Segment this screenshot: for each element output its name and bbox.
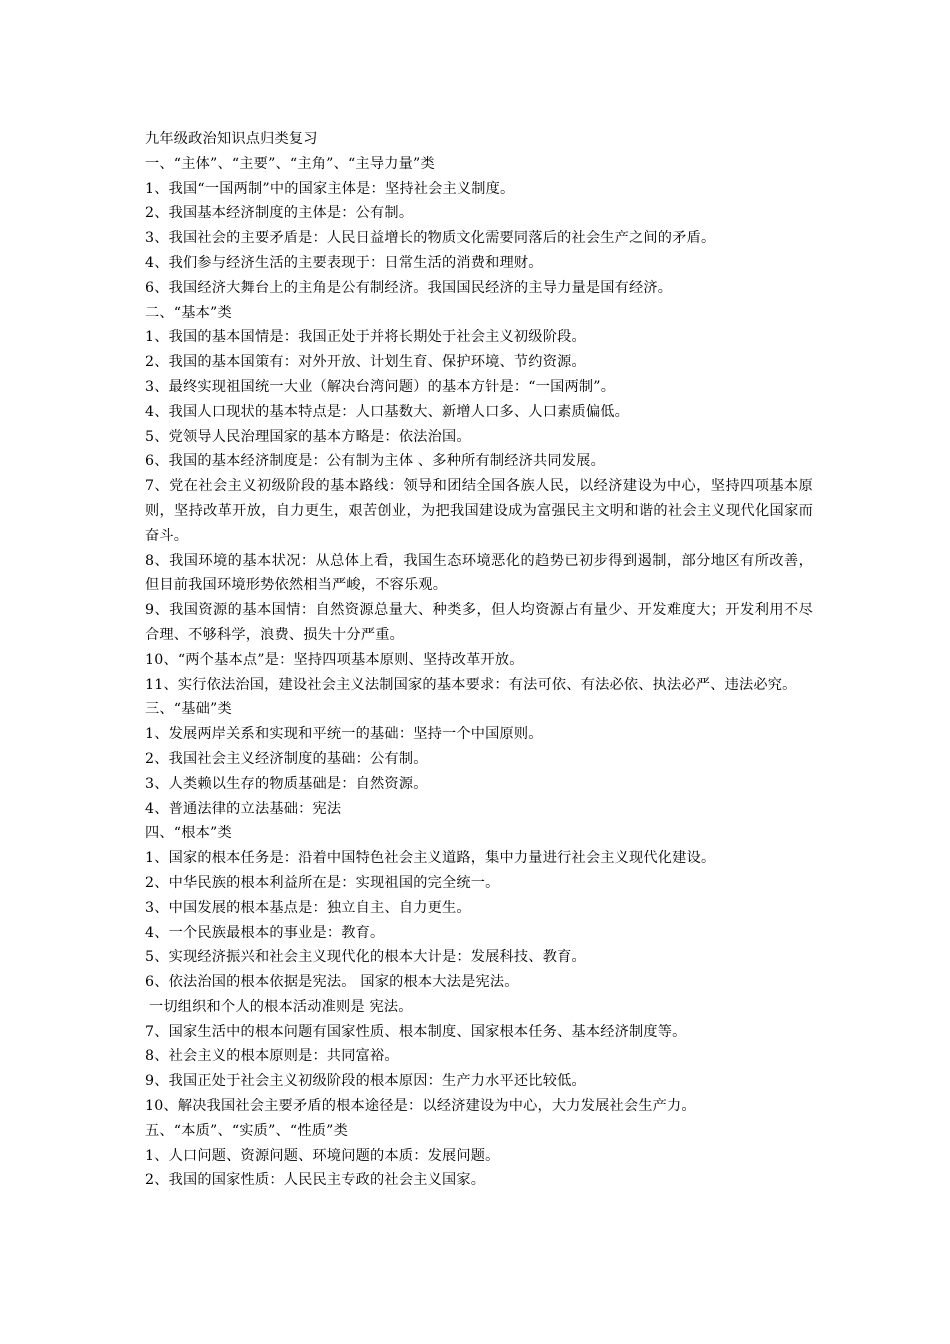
section-heading-2: 二、“基本”类 [145,304,232,321]
list-item: 3、我国社会的主要矛盾是：人民日益增长的物质文化需要同落后的社会生产之间的矛盾。 [145,230,716,247]
document-title: 九年级政治知识点归类复习 [145,131,318,147]
list-item: 10、解决我国社会主要矛盾的根本途径是：以经济建设为中心，大力发展社会生产力。 [145,1098,696,1115]
section-heading-1: 一、“主体”、“主要”、“主角”、“主导力量”类 [145,155,435,172]
section-heading-5: 五、“本质”、“实质”、“性质”类 [145,1122,348,1139]
list-item: 11、实行依法治国，建设社会主义法制国家的基本要求：有法可依、有法必依、执法必严、违法必究。 [145,676,797,693]
list-item: 2、我国的基本国策有：对外开放、计划生育、保护环境、节约资源。 [145,354,586,371]
section-heading-4: 四、“根本”类 [145,825,232,842]
list-item: 4、我国人口现状的基本特点是：人口基数大、新增人口多、人口素质偏低。 [145,403,630,420]
list-item: 8、我国环境的基本状况：从总体上看，我国生态环境恶化的趋势已初步得到遏制，部分地区有所改善，但目前我国环境形势依然相当严峻，不容乐观。 [145,552,813,594]
list-item: 1、国家的根本任务是：沿着中国特色社会主义道路，集中力量进行社会主义现代化建设。 [145,850,716,867]
list-item: 1、我国“一国两制”中的国家主体是：坚持社会主义制度。 [145,180,515,197]
list-item: 3、人类赖以生存的物质基础是：自然资源。 [145,775,428,792]
list-item: 10、“两个基本点”是：坚持四项基本原则、坚持改革开放。 [145,651,524,668]
list-item: 4、我们参与经济生活的主要表现于：日常生活的消费和理财。 [145,254,543,271]
list-item: 3、中国发展的根本基点是：独立自主、自力更生。 [145,899,471,916]
list-item: 9、我国资源的基本国情：自然资源总量大、种类多，但人均资源占有量少、开发难度大；开发利用不尽合理、不够科学，浪费、损失十分严重。 [145,602,813,643]
list-item: 5、党领导人民治理国家的基本方略是：依法治国。 [145,428,471,445]
list-item-continuation: 一切组织和个人的根本活动准则是 宪法。 [149,998,413,1015]
list-item: 6、我国的基本经济制度是：公有制为主体 、多种所有制经济共同发展。 [145,453,605,470]
list-item: 1、人口问题、资源问题、环境问题的本质：发展问题。 [145,1147,500,1164]
list-item: 1、发展两岸关系和实现和平统一的基础：坚持一个中国原则。 [145,726,543,743]
list-item: 2、我国基本经济制度的主体是：公有制。 [145,205,414,222]
list-item: 2、我国社会主义经济制度的基础：公有制。 [145,750,428,767]
list-item: 4、普通法律的立法基础：宪法 [145,800,342,817]
list-item: 9、我国正处于社会主义初级阶段的根本原因：生产力水平还比较低。 [145,1073,586,1090]
document-body [145,127,813,1193]
list-item: 7、国家生活中的根本问题有国家性质、根本制度、国家根本任务、基本经济制度等。 [145,1023,687,1040]
list-item: 6、依法治国的根本依据是宪法。 国家的根本大法是宪法。 [145,974,519,991]
list-item: 2、中华民族的根本利益所在是：实现祖国的完全统一。 [145,874,500,891]
section-heading-3: 三、“基础”类 [145,701,232,718]
list-item: 7、党在社会主义初级阶段的基本路线：领导和团结全国各族人民，以经济建设为中心，坚持四项基本原则，坚持改革开放，自力更生，艰苦创业，为把我国建设成为富强民主文明和谐的社会主义现代化国家而奋斗。 [145,478,813,544]
list-item: 3、最终实现祖国统一大业（解决台湾问题）的基本方针是：“一国两制”。 [145,378,616,395]
list-item: 8、社会主义的根本原则是：共同富裕。 [145,1048,399,1065]
list-item: 2、我国的国家性质：人民民主专政的社会主义国家。 [145,1172,486,1189]
list-item: 5、实现经济振兴和社会主义现代化的根本大计是：发展科技、教育。 [145,949,586,966]
list-item: 6、我国经济大舞台上的主角是公有制经济。我国国民经济的主导力量是国有经济。 [145,279,673,296]
list-item: 1、我国的基本国情是：我国正处于并将长期处于社会主义初级阶段。 [145,329,586,346]
list-item: 4、一个民族最根本的事业是：教育。 [145,924,385,941]
